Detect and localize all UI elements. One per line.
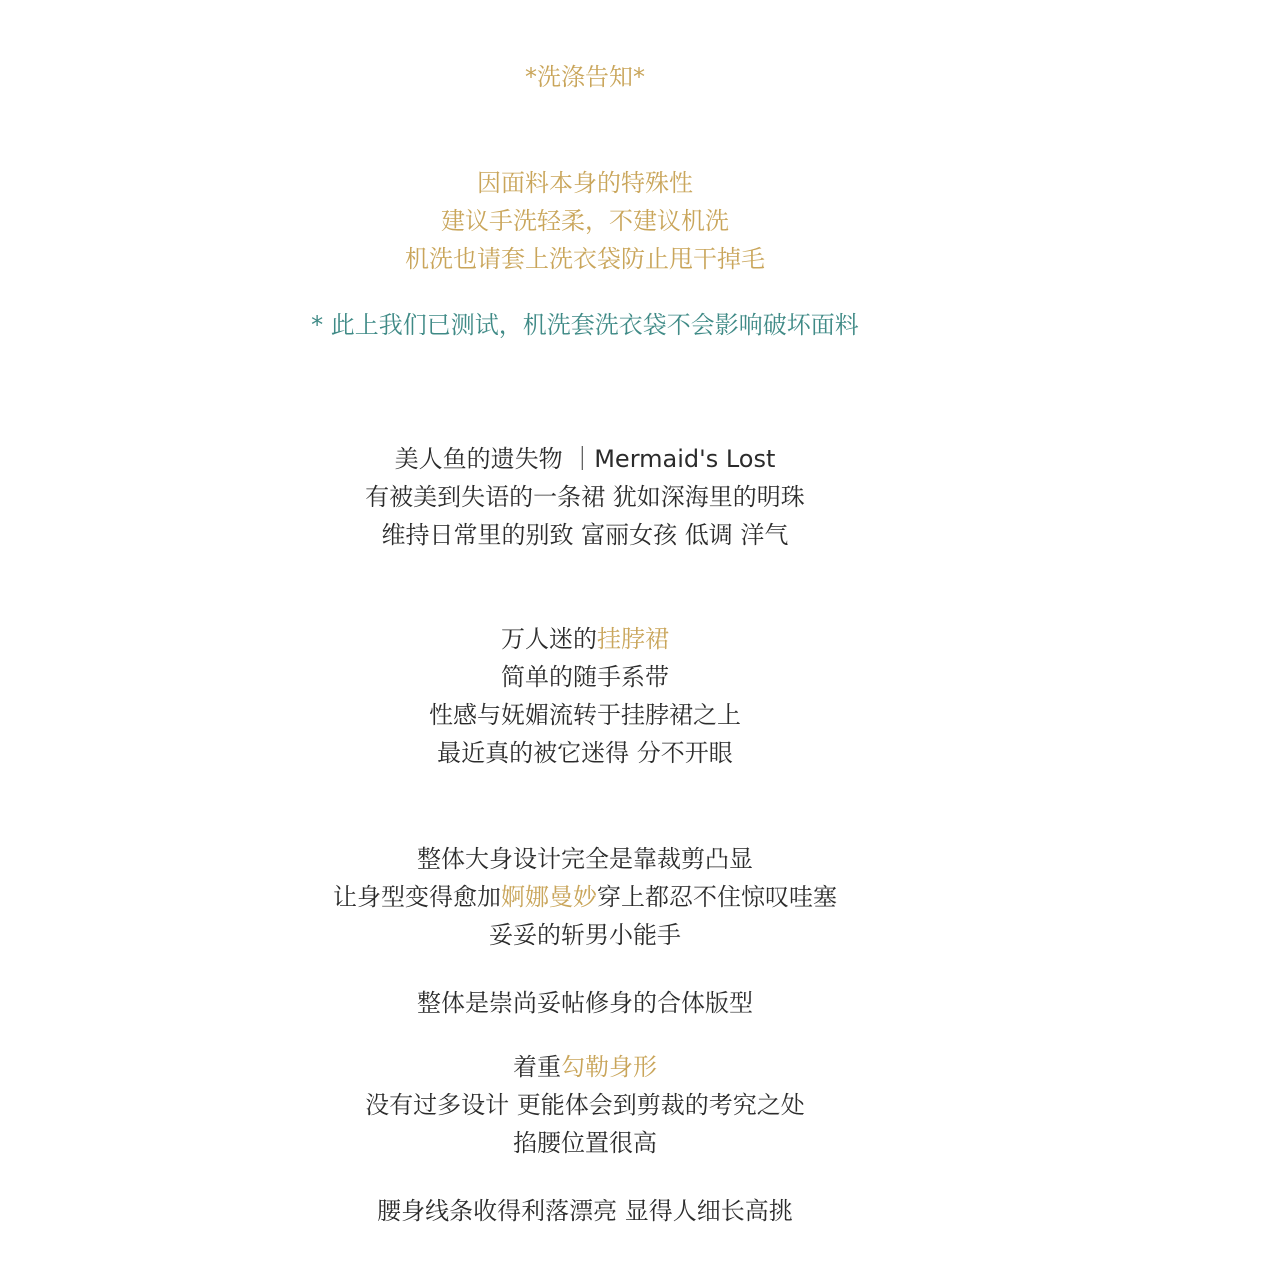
intro-line-2: 有被美到失语的一条裙 犹如深海里的明珠 (365, 483, 805, 511)
design-line-8: 腰身线条收得利落漂亮 显得人细长高挑 (377, 1197, 793, 1225)
design-line-2-suffix: 穿上都忍不住惊叹哇塞 (597, 883, 837, 911)
notice-line-handwash: 建议手洗轻柔，不建议机洗 (441, 207, 729, 235)
intro-line-title: 美人鱼的遗失物 ｜Mermaid's Lost (394, 445, 776, 473)
design-line-5 (0, 1050, 1170, 1084)
washing-notice-title: *洗涤告知* (525, 63, 645, 91)
design-highlight-silhouette: 勾勒身形 (561, 1053, 657, 1081)
halter-line-2: 简单的随手系带 (501, 663, 669, 691)
halter-line-3: 性感与妩媚流转于挂脖裙之上 (429, 701, 741, 729)
design-line-5-prefix: 着重 (513, 1053, 561, 1081)
design-line-3: 妥妥的斩男小能手 (489, 921, 681, 949)
design-line-1: 整体大身设计完全是靠裁剪凸显 (417, 845, 753, 873)
design-line-2-prefix: 让身型变得愈加 (333, 883, 501, 911)
notice-line-fabric: 因面料本身的特殊性 (477, 169, 693, 197)
notice-tested-line: * 此上我们已测试，机洗套洗衣袋不会影响破坏面料 (311, 311, 859, 339)
halter-line-4: 最近真的被它迷得 分不开眼 (437, 739, 733, 767)
halter-highlight: 挂脖裙 (597, 625, 669, 653)
design-line-6: 没有过多设计 更能体会到剪裁的考究之处 (365, 1091, 805, 1119)
intro-line-3: 维持日常里的别致 富丽女孩 低调 洋气 (381, 521, 789, 549)
notice-line-laundry-bag: 机洗也请套上洗衣袋防止甩干掉毛 (405, 245, 765, 273)
halter-line-1-prefix: 万人迷的 (501, 625, 597, 653)
halter-line-1 (0, 622, 1170, 656)
design-highlight-graceful: 婀娜曼妙 (501, 883, 597, 911)
design-line-2 (0, 880, 1170, 914)
design-line-7: 掐腰位置很高 (513, 1129, 657, 1157)
design-line-4: 整体是崇尚妥帖修身的合体版型 (417, 989, 753, 1017)
